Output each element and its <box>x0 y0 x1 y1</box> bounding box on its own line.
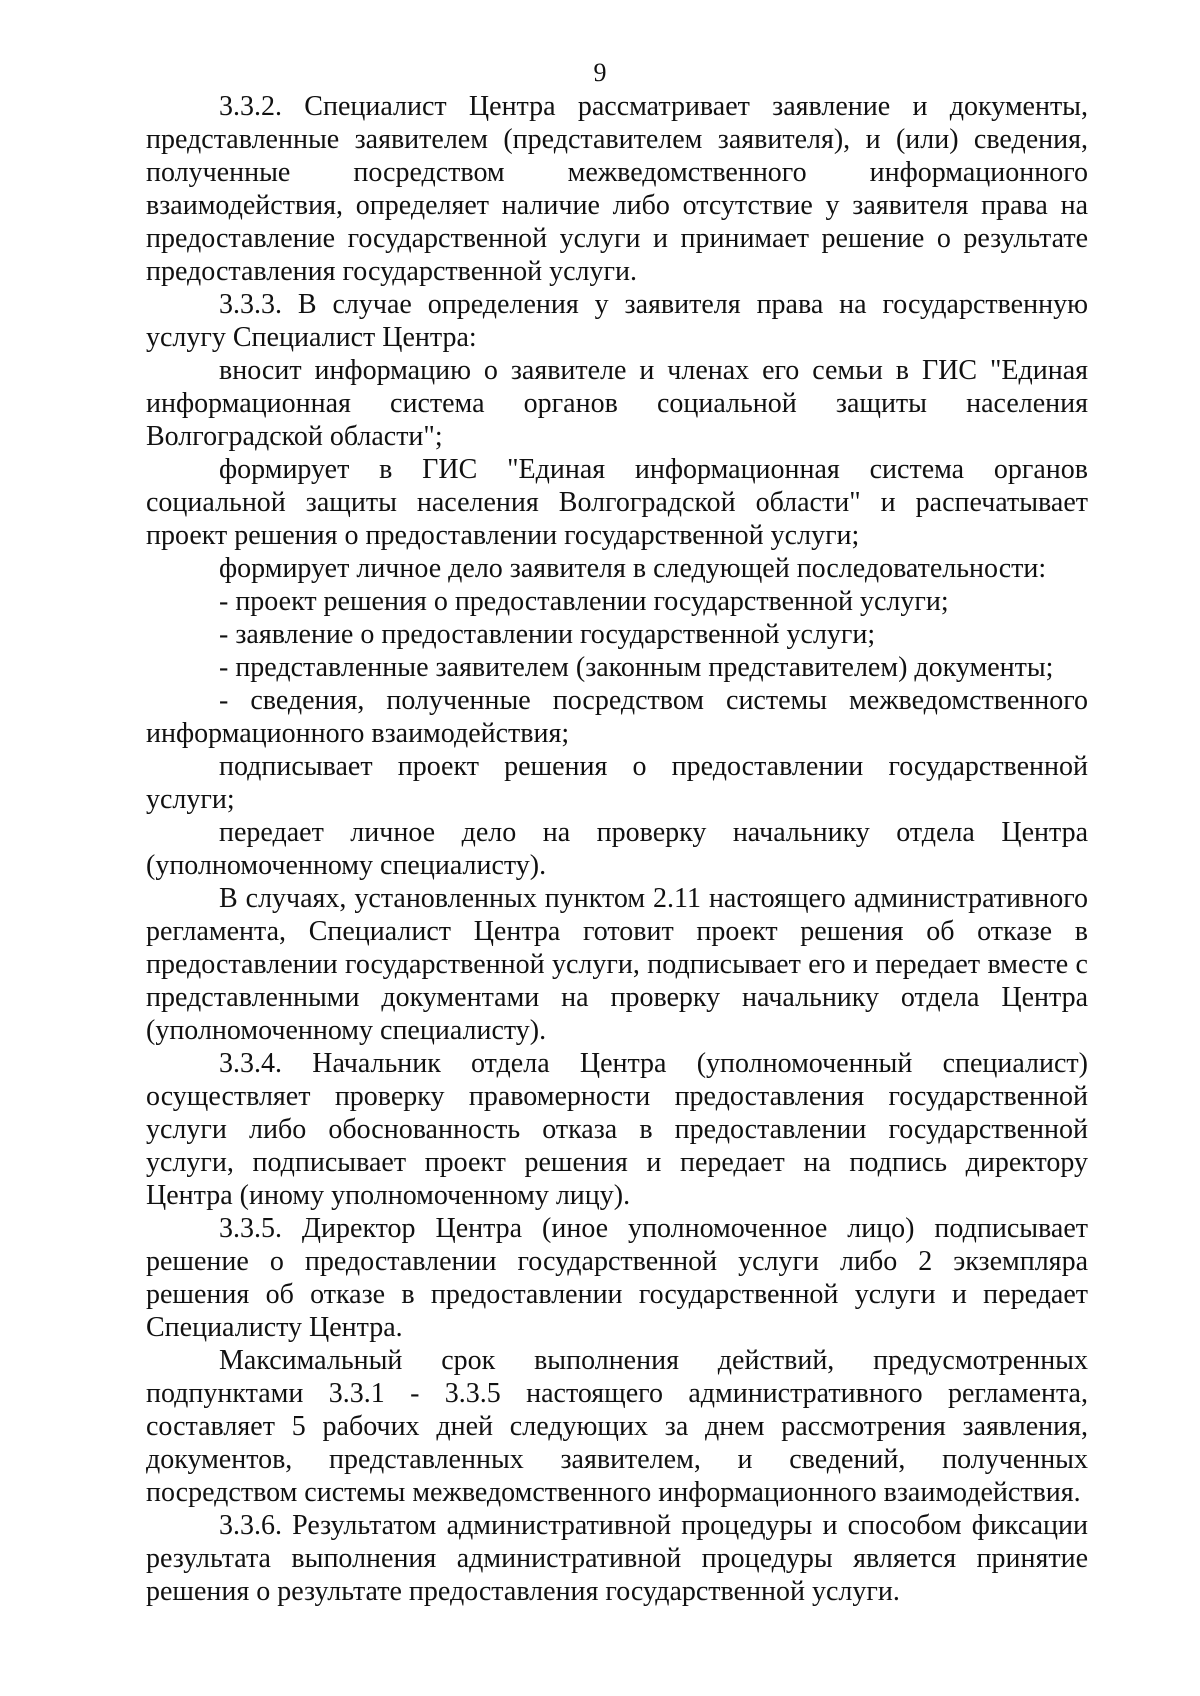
paragraph-enter-info: вносит информацию о заявителе и членах его семьи в ГИС "Единая информационная система органов социальной защиты населения Волгоградской области"; <box>146 355 1088 452</box>
list-item-information: - сведения, полученные посредством системы межведомственного информационного взаимодействия; <box>146 685 1088 749</box>
paragraph-form-case-file: формирует личное дело заявителя в следующей последовательности: <box>219 553 1047 584</box>
document-body <box>146 90 1088 1608</box>
paragraph-refusal-cases: В случаях, установленных пунктом 2.11 настоящего административного регламента, Специалист Центра готовит проект решения об отказе в предоставлении государственной услуги, подписывает его и передает вместе с представленными документами на проверку начальнику отдела Центра (уполномоченному специалисту). <box>146 883 1088 1046</box>
paragraph-3-3-4: 3.3.4. Начальник отдела Центра (уполномоченный специалист) осуществляет проверку правомерности предоставления государственной услуги либо обоснованность отказа в предоставлении государственной услуги, подписывает проект решения и передает на подпись директору Центра (иному уполномоченному лицу). <box>146 1048 1088 1211</box>
paragraph-3-3-3: 3.3.3. В случае определения у заявителя права на государственную услугу Специалист Центра: <box>146 289 1088 353</box>
paragraph-form-project: формирует в ГИС "Единая информационная система органов социальной защиты населения Волгоградской области" и распечатывает проект решения о предоставлении государственной услуги; <box>146 454 1088 551</box>
list-item-project-decision: - проект решения о предоставлении государственной услуги; <box>219 586 949 617</box>
paragraph-transfers-case: передает личное дело на проверку начальнику отдела Центра (уполномоченному специалисту). <box>146 817 1088 881</box>
paragraph-signs-project: подписывает проект решения о предоставлении государственной услуги; <box>146 751 1088 815</box>
list-item-application: - заявление о предоставлении государственной услуги; <box>219 619 876 650</box>
list-item-documents: - представленные заявителем (законным представителем) документы; <box>219 652 1054 683</box>
paragraph-max-term: Максимальный срок выполнения действий, предусмотренных подпунктами 3.3.1 - 3.3.5 настоящего административного регламента, составляет 5 рабочих дней следующих за днем рассмотрения заявления, документов, представленных заявителем, и сведений, полученных посредством системы межведомственного информационного взаимодействия. <box>146 1345 1088 1508</box>
paragraph-3-3-6: 3.3.6. Результатом административной процедуры и способом фиксации результата выполнения административной процедуры является принятие решения о результате предоставления государственной услуги. <box>146 1510 1088 1607</box>
page-number: 9 <box>593 58 607 87</box>
paragraph-3-3-5: 3.3.5. Директор Центра (иное уполномоченное лицо) подписывает решение о предоставлении государственной услуги либо 2 экземпляра решения об отказе в предоставлении государственной услуги и передает Специалисту Центра. <box>146 1213 1088 1343</box>
paragraph-3-3-2: 3.3.2. Специалист Центра рассматривает заявление и документы, представленные заявителем (представителем заявителя), и (или) сведения, полученные посредством межведомственного информационного взаимодействия, определяет наличие либо отсутствие у заявителя права на предоставление государственной услуги и принимает решение о результате предоставления государственной услуги. <box>146 91 1088 287</box>
